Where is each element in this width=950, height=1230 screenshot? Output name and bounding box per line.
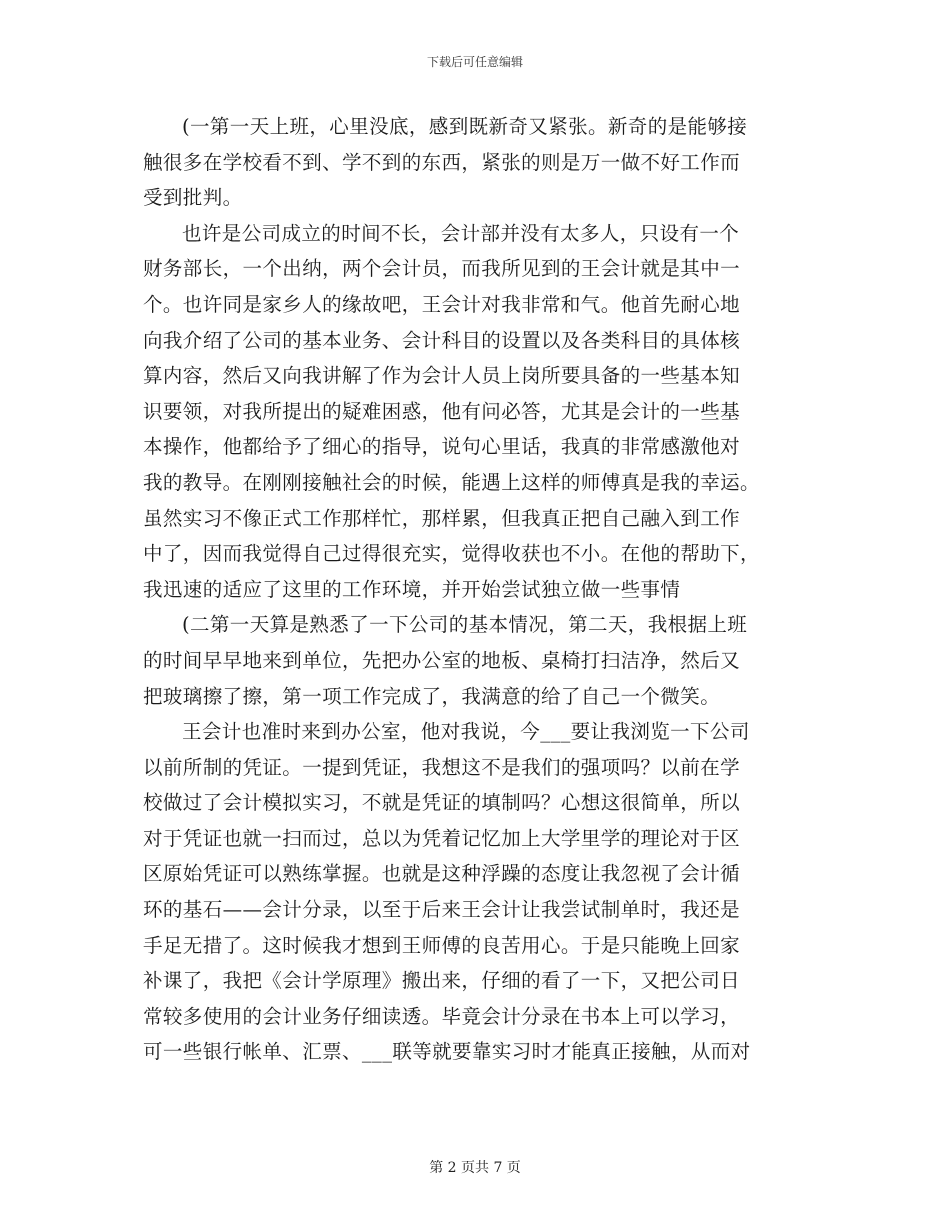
text-line: 受到批判。 <box>143 186 243 210</box>
text-line: 识要领，对我所提出的疑难困惑，他有问必答，尤其是会计的一些基 <box>143 399 741 423</box>
text-line: 我的教导。在刚刚接触社会的时候，能遇上这样的师傅真是我的幸运。 <box>143 470 760 494</box>
text-line: 个。也许同是家乡人的缘故吧，王会计对我非常和气。他首先耐心地 <box>143 292 741 316</box>
text-line: 的时间早早地来到单位，先把办公室的地板、桌椅打扫洁净，然后又 <box>143 648 741 672</box>
text-line: (二第一天算是熟悉了一下公司的基本情况，第二天，我根据上班 <box>182 613 748 637</box>
text-line: (一第一天上班，心里没底，感到既新奇又紧张。新奇的是能够接 <box>182 115 748 138</box>
text-line: 中了，因而我觉得自己过得很充实，觉得收获也不小。在他的帮助下， <box>143 542 760 566</box>
text-line: 财务部长，一个出纳，两个会计员，而我所见到的王会计就是其中一 <box>143 257 741 281</box>
text-line: 补课了，我把《会计学原理》搬出来，仔细的看了一下，又把公司日 <box>143 969 741 993</box>
text-line: 触很多在学校看不到、学不到的东西，紧张的则是万一做不好工作而 <box>143 150 741 174</box>
text-line: 向我介绍了公司的基本业务、会计科目的设置以及各类科目的具体核 <box>143 328 741 352</box>
text-line: 算内容，然后又向我讲解了作为会计人员上岗所要具备的一些基本知 <box>143 364 741 388</box>
text-line: 也许是公司成立的时间不长，会计部并没有太多人，只设有一个 <box>182 221 740 245</box>
text-line: 手足无措了。这时候我才想到王师傅的良苦用心。于是只能晚上回家 <box>143 933 741 957</box>
page-header: 下载后可任意编辑 <box>426 55 523 69</box>
text-line: 对于凭证也就一扫而过，总以为凭着记忆加上大学里学的理论对于区 <box>143 826 741 850</box>
text-line: 我迅速的适应了这里的工作环境，并开始尝试独立做一些事情 <box>143 577 681 601</box>
text-line: 本操作，他都给予了细心的指导，说句心里话，我真的非常感激他对 <box>143 435 741 459</box>
text-line: 以前所制的凭证。一提到凭证，我想这不是我们的强项吗？以前在学 <box>143 755 741 779</box>
text-line: 常较多使用的会计业务仔细读透。毕竟会计分录在书本上可以学习， <box>143 1004 741 1028</box>
text-line: 把玻璃擦了擦，第一项工作完成了，我满意的给了自己一个微笑。 <box>143 684 721 708</box>
text-line: 校做过了会计模拟实习，不就是凭证的填制吗？心想这很简单，所以 <box>143 791 741 815</box>
text-line: 区原始凭证可以熟练掌握。也就是这种浮躁的态度让我忽视了会计循 <box>143 862 741 886</box>
text-line: 虽然实习不像正式工作那样忙，那样累，但我真正把自己融入到工作 <box>143 506 741 530</box>
document-body <box>143 109 813 1070</box>
text-line: 王会计也准时来到办公室，他对我说，今___要让我浏览一下公司 <box>182 720 750 744</box>
page-footer: 第 2 页共 7 页 <box>429 1160 521 1176</box>
text-line: 可一些银行帐单、汇票、___联等就要靠实习时才能真正接触，从而对 <box>143 1040 751 1064</box>
text-line: 环的基石——会计分录，以至于后来王会计让我尝试制单时，我还是 <box>143 898 741 922</box>
